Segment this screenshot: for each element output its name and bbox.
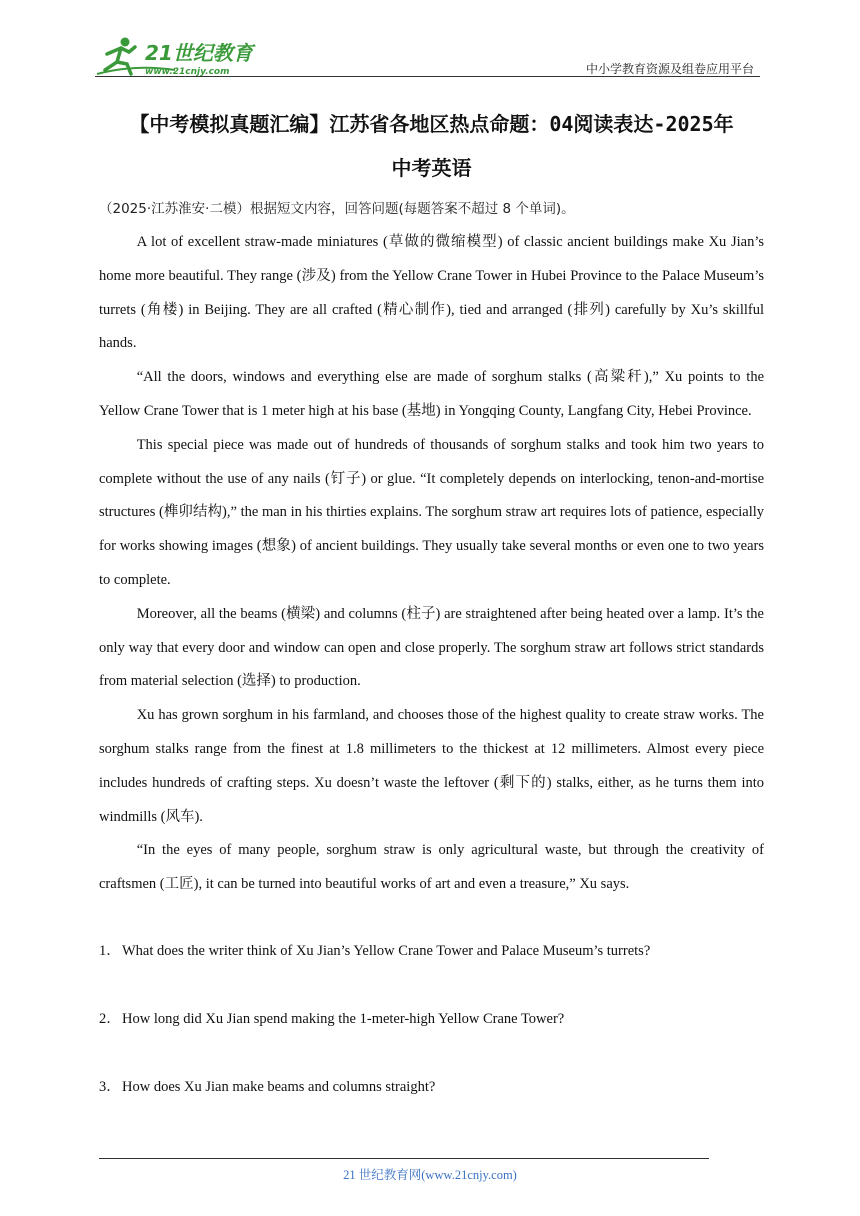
- passage-paragraph: “In the eyes of many people, sorghum straw is only agricultural waste, but through the creativity of craftsmen (工匠), it can be turned into beautiful works of art and even a treasure,” Xu says.: [99, 842, 764, 893]
- page-title-line-1: 【中考模拟真题汇编】江苏省各地区热点命题：04阅读表达-2025年: [129, 112, 734, 136]
- passage-paragraph: This special piece was made out of hundreds of thousands of sorghum stalks and took him two years to complete without the use of any nails (钉子) or glue. “It completely depends on interlocking, tenon-and-mortise structures (榫卯结构),” the man in his thirties explains. The sorghum straw art requires lots of patience, especially for works showing images (想象) of ancient buildings. They usually take several months or even one to two years to complete.: [99, 436, 764, 588]
- platform-name: 中小学教育资源及组卷应用平台: [585, 62, 754, 76]
- question-number: 2．: [99, 1011, 121, 1027]
- passage-paragraph: A lot of excellent straw-made miniatures (草做的微缩模型) of classic ancient buildings make Xu Jian’s home more beautiful. They range (涉及) from the Yellow Crane Tower in Hubei Province to the Palace Museum’s turrets (角楼) in Beijing. They are all crafted (精心制作), tied and arranged (排列) carefully by Xu’s skillful hands.: [99, 234, 764, 352]
- question-text: How does Xu Jian make beams and columns straight?: [122, 1079, 436, 1095]
- question-number: 3．: [99, 1079, 121, 1095]
- page-title-line-2: 中考英语: [391, 156, 472, 180]
- question-1: [99, 939, 650, 960]
- question-3: [99, 1075, 435, 1096]
- passage-paragraph: Moreover, all the beams (横梁) and columns (柱子) are straightened after being heated over a lamp. It’s the only way that every door and window can open and close properly. The sorghum straw art follows strict standards from material selection (选择) to production.: [99, 605, 764, 690]
- site-logo: [95, 34, 265, 78]
- logo-url: www.21cnjy.com: [145, 67, 230, 77]
- logo-text: 21世纪教育: [145, 41, 253, 65]
- page-header: [95, 30, 760, 78]
- question-2: [99, 1007, 564, 1028]
- reading-passage: [99, 226, 764, 902]
- question-text: How long did Xu Jian spend making the 1-meter-high Yellow Crane Tower?: [122, 1011, 565, 1027]
- footer-link[interactable]: 21 世纪教育网(www.21cnjy.com): [343, 1168, 517, 1182]
- footer-divider: [99, 1158, 709, 1159]
- passage-paragraph: Xu has grown sorghum in his farmland, and chooses those of the highest quality to create straw works. The sorghum stalks range from the finest at 1.8 millimeters to the thickest at 12 millimeters. Almost every piece includes hundreds of crafting steps. Xu doesn’t waste the leftover (剩下的) stalks, either, as he turns them into windmills (风车).: [99, 707, 764, 825]
- question-text: What does the writer think of Xu Jian’s Yellow Crane Tower and Palace Museum’s turrets?: [122, 943, 651, 959]
- question-source: （2025·江苏淮安·二模）根据短文内容，回答问题(每题答案不超过 8 个单词)。: [99, 201, 575, 217]
- question-number: 1．: [99, 943, 121, 959]
- header-divider: [95, 76, 760, 77]
- passage-paragraph: “All the doors, windows and everything else are made of sorghum stalks (高粱秆),” Xu points to the Yellow Crane Tower that is 1 meter high at his base (基地) in Yongqing County, Langfang City, Hebei Province.: [99, 369, 764, 419]
